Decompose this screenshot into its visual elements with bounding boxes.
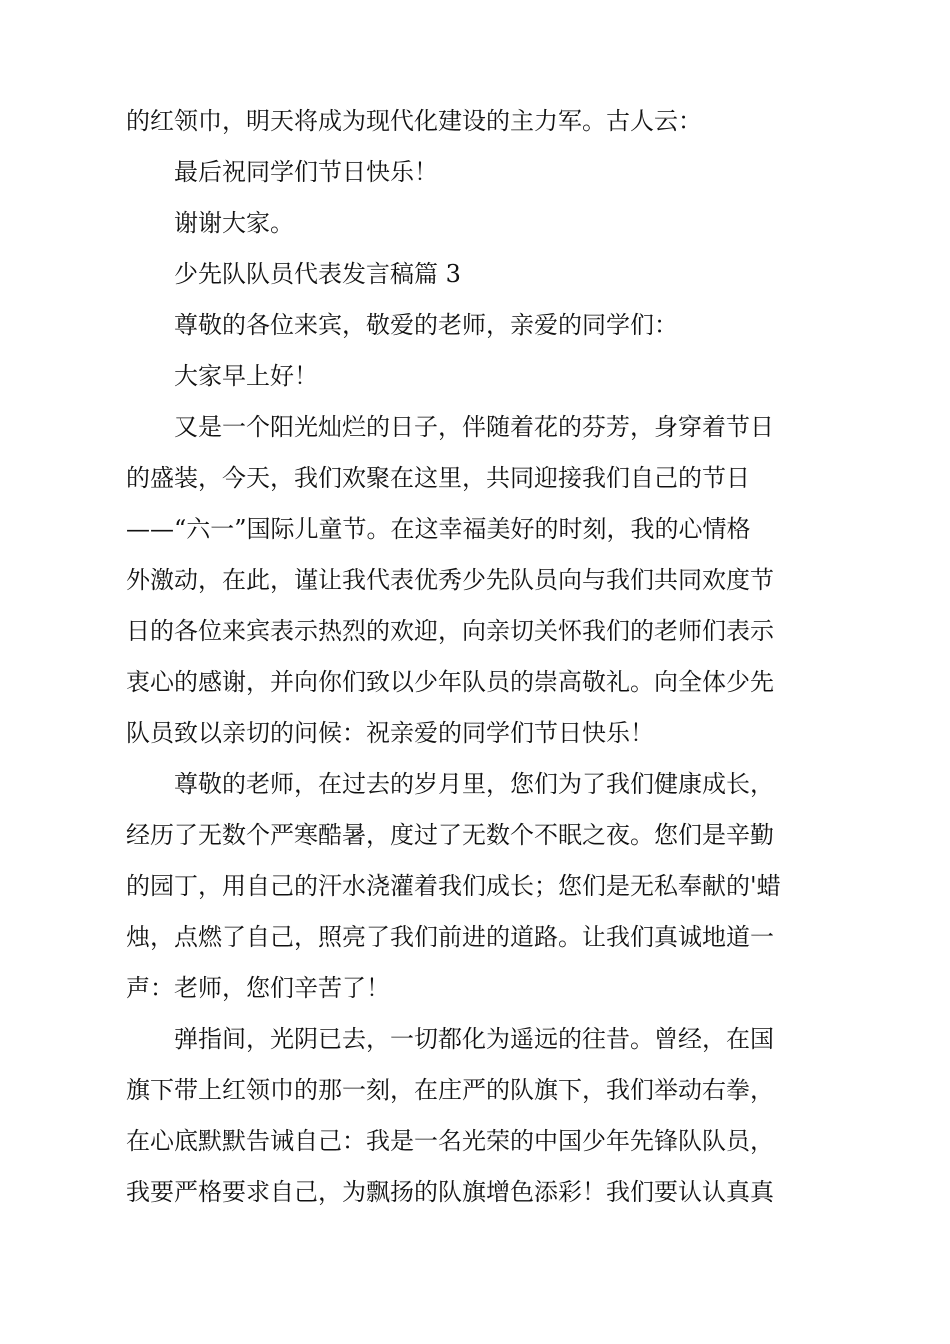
document-body <box>126 96 826 1218</box>
text-line: 的红领巾，明天将成为现代化建设的主力军。古人云： <box>126 107 702 135</box>
text-line: ——“六一”国际儿童节。在这幸福美好的时刻，我的心情格 <box>126 515 751 543</box>
closing-wish-line: 最后祝同学们节日快乐！ <box>174 158 438 186</box>
text-line: 又是一个阳光灿烂的日子，伴随着花的芬芳，身穿着节日 <box>174 413 774 441</box>
greeting-line: 大家早上好！ <box>174 362 318 390</box>
text-line: 弹指间，光阴已去，一切都化为遥远的往昔。曾经，在国 <box>174 1025 774 1053</box>
thanks-line: 谢谢大家。 <box>174 209 294 237</box>
text-line: 在心底默默告诫自己：我是一名光荣的中国少年先锋队队员， <box>126 1127 774 1155</box>
text-line: 尊敬的老师，在过去的岁月里，您们为了我们健康成长， <box>174 770 774 798</box>
text-line: 声：老师，您们辛苦了！ <box>126 974 390 1002</box>
text-line: 我要严格要求自己，为飘扬的队旗增色添彩！我们要认认真真 <box>126 1178 774 1206</box>
text-line: 队员致以亲切的问候：祝亲爱的同学们节日快乐！ <box>126 719 654 747</box>
text-line: 的园丁，用自己的汗水浇灌着我们成长；您们是无私奉献的'蜡 <box>126 872 781 900</box>
text-line: 旗下带上红领巾的那一刻，在庄严的队旗下，我们举动右拳， <box>126 1076 774 1104</box>
text-line: 经历了无数个严寒酷暑，度过了无数个不眠之夜。您们是辛勤 <box>126 821 774 849</box>
section-title: 少先队队员代表发言稿篇 3 <box>174 260 461 288</box>
text-line: 的盛装，今天，我们欢聚在这里，共同迎接我们自己的节日 <box>126 464 750 492</box>
text-line: 衷心的感谢，并向你们致以少年队员的崇高敬礼。向全体少先 <box>126 668 774 696</box>
text-line: 外激动，在此，谨让我代表优秀少先队员向与我们共同欢度节 <box>126 566 774 594</box>
salutation-line: 尊敬的各位来宾，敬爱的老师，亲爱的同学们： <box>174 311 678 339</box>
text-line: 日的各位来宾表示热烈的欢迎，向亲切关怀我们的老师们表示 <box>126 617 774 645</box>
text-line: 烛，点燃了自己，照亮了我们前进的道路。让我们真诚地道一 <box>126 923 774 951</box>
